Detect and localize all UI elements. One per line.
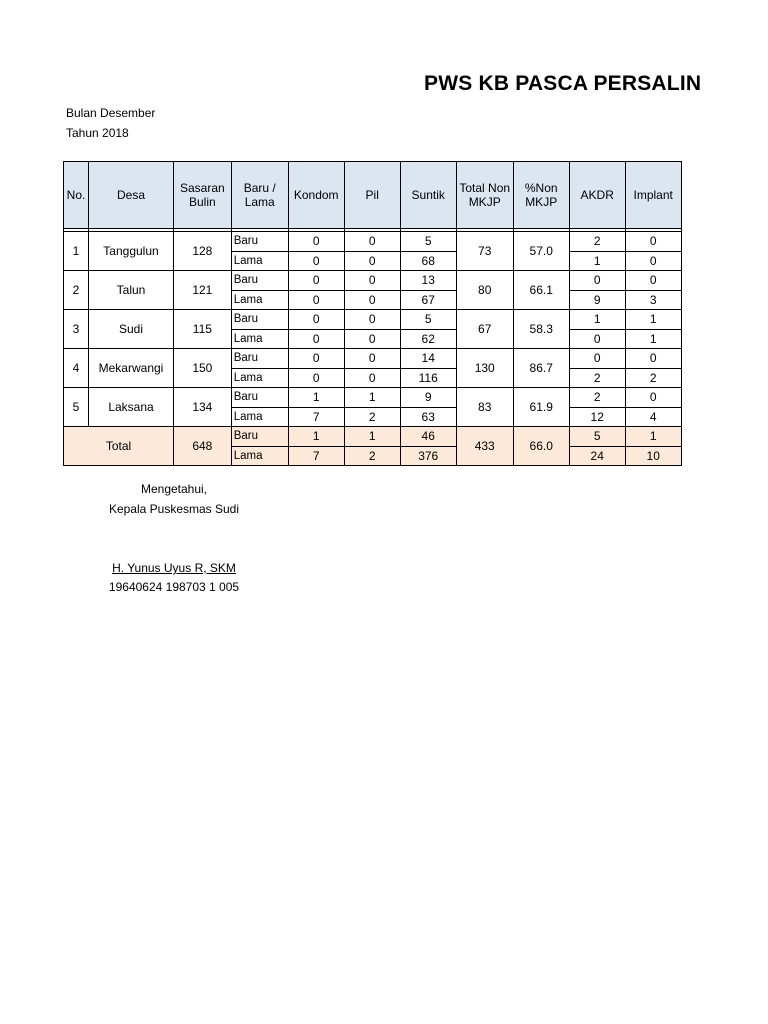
cell-baru-label: Baru <box>231 349 288 369</box>
cell-pil: 2 <box>344 407 400 427</box>
cell-akdr: 0 <box>569 329 625 349</box>
month-label: Bulan Desember <box>66 106 156 120</box>
cell-no: 3 <box>64 310 89 349</box>
page-title: PWS KB PASCA PERSALIN <box>424 72 702 95</box>
cell-pct-non-mkjp: 57.0 <box>513 232 569 271</box>
total-non-mkjp: 433 <box>456 427 513 466</box>
cell-baru-label: Baru <box>231 388 288 408</box>
cell-suntik: 67 <box>400 290 456 310</box>
cell-pil: 0 <box>344 349 400 369</box>
table-row <box>64 271 682 291</box>
cell-pil: 0 <box>344 232 400 252</box>
cell-kondom: 0 <box>288 290 344 310</box>
total-sasaran: 648 <box>174 427 232 466</box>
cell-implant: 0 <box>625 251 681 271</box>
col-header-pil: Pil <box>344 162 400 229</box>
cell-suntik: 116 <box>400 368 456 388</box>
cell-lama-label: Lama <box>231 329 288 349</box>
total-lama-label: Lama <box>231 446 288 466</box>
cell-sasaran: 115 <box>174 310 232 349</box>
pws-table <box>63 161 682 466</box>
cell-desa: Sudi <box>89 310 174 349</box>
cell-suntik: 5 <box>400 310 456 330</box>
signature-nip: 19640624 198703 1 005 <box>108 580 240 594</box>
total-pil: 1 <box>344 427 400 447</box>
year-label: Tahun 2018 <box>66 126 129 140</box>
cell-no: 2 <box>64 271 89 310</box>
col-header-sasaran: Sasaran Bulin <box>174 162 232 229</box>
table-row <box>64 310 682 330</box>
cell-akdr: 1 <box>569 310 625 330</box>
cell-kondom: 0 <box>288 368 344 388</box>
col-header-baru-lama: Baru / Lama <box>231 162 288 229</box>
cell-implant: 2 <box>625 368 681 388</box>
col-header-akdr: AKDR <box>569 162 625 229</box>
cell-total-non-mkjp: 67 <box>456 310 513 349</box>
cell-kondom: 0 <box>288 310 344 330</box>
cell-total-non-mkjp: 73 <box>456 232 513 271</box>
total-implant: 10 <box>625 446 681 466</box>
cell-pil: 0 <box>344 368 400 388</box>
col-header-pct-non-mkjp: %Non MKJP <box>513 162 569 229</box>
cell-akdr: 1 <box>569 251 625 271</box>
cell-kondom: 0 <box>288 251 344 271</box>
cell-baru-label: Baru <box>231 232 288 252</box>
cell-lama-label: Lama <box>231 251 288 271</box>
cell-kondom: 0 <box>288 349 344 369</box>
cell-implant: 0 <box>625 388 681 408</box>
cell-total-non-mkjp: 83 <box>456 388 513 427</box>
cell-pct-non-mkjp: 61.9 <box>513 388 569 427</box>
cell-akdr: 2 <box>569 368 625 388</box>
total-label: Total <box>64 427 174 466</box>
total-akdr: 24 <box>569 446 625 466</box>
cell-implant: 1 <box>625 329 681 349</box>
cell-desa: Mekarwangi <box>89 349 174 388</box>
cell-implant: 0 <box>625 271 681 291</box>
cell-kondom: 0 <box>288 232 344 252</box>
cell-baru-label: Baru <box>231 271 288 291</box>
cell-kondom: 0 <box>288 271 344 291</box>
table-row <box>64 232 682 252</box>
cell-implant: 0 <box>625 232 681 252</box>
col-header-total-non-mkjp: Total Non MKJP <box>456 162 513 229</box>
cell-pil: 1 <box>344 388 400 408</box>
cell-pct-non-mkjp: 66.1 <box>513 271 569 310</box>
total-suntik: 46 <box>400 427 456 447</box>
cell-implant: 3 <box>625 290 681 310</box>
cell-suntik: 14 <box>400 349 456 369</box>
cell-lama-label: Lama <box>231 290 288 310</box>
cell-kondom: 0 <box>288 329 344 349</box>
cell-suntik: 9 <box>400 388 456 408</box>
cell-desa: Tanggulun <box>89 232 174 271</box>
total-akdr: 5 <box>569 427 625 447</box>
signature-acknowledged: Mengetahui, <box>140 482 208 496</box>
cell-akdr: 2 <box>569 232 625 252</box>
table-row <box>64 388 682 408</box>
col-header-suntik: Suntik <box>400 162 456 229</box>
cell-desa: Talun <box>89 271 174 310</box>
cell-sasaran: 128 <box>174 232 232 271</box>
cell-lama-label: Lama <box>231 407 288 427</box>
col-header-kondom: Kondom <box>288 162 344 229</box>
cell-no: 4 <box>64 349 89 388</box>
cell-desa: Laksana <box>89 388 174 427</box>
col-header-no: No. <box>64 162 89 229</box>
cell-no: 1 <box>64 232 89 271</box>
cell-total-non-mkjp: 80 <box>456 271 513 310</box>
total-kondom: 7 <box>288 446 344 466</box>
cell-implant: 4 <box>625 407 681 427</box>
total-implant: 1 <box>625 427 681 447</box>
col-header-implant: Implant <box>625 162 681 229</box>
cell-akdr: 9 <box>569 290 625 310</box>
signature-position: Kepala Puskesmas Sudi <box>108 502 240 516</box>
total-pct-non-mkjp: 66.0 <box>513 427 569 466</box>
cell-sasaran: 150 <box>174 349 232 388</box>
cell-total-non-mkjp: 130 <box>456 349 513 388</box>
cell-pct-non-mkjp: 58.3 <box>513 310 569 349</box>
cell-pil: 0 <box>344 329 400 349</box>
cell-kondom: 7 <box>288 407 344 427</box>
cell-kondom: 1 <box>288 388 344 408</box>
total-suntik: 376 <box>400 446 456 466</box>
cell-suntik: 62 <box>400 329 456 349</box>
total-baru-label: Baru <box>231 427 288 447</box>
cell-suntik: 63 <box>400 407 456 427</box>
cell-no: 5 <box>64 388 89 427</box>
cell-suntik: 68 <box>400 251 456 271</box>
cell-akdr: 0 <box>569 349 625 369</box>
cell-akdr: 0 <box>569 271 625 291</box>
cell-suntik: 13 <box>400 271 456 291</box>
cell-sasaran: 121 <box>174 271 232 310</box>
cell-pil: 0 <box>344 251 400 271</box>
total-row <box>64 427 682 447</box>
cell-sasaran: 134 <box>174 388 232 427</box>
table-header-row <box>64 162 682 229</box>
cell-pct-non-mkjp: 86.7 <box>513 349 569 388</box>
cell-suntik: 5 <box>400 232 456 252</box>
cell-pil: 0 <box>344 290 400 310</box>
signature-name: H. Yunus Uyus R, SKM <box>112 561 236 575</box>
cell-baru-label: Baru <box>231 310 288 330</box>
cell-akdr: 2 <box>569 388 625 408</box>
cell-pil: 0 <box>344 310 400 330</box>
cell-pil: 0 <box>344 271 400 291</box>
cell-implant: 1 <box>625 310 681 330</box>
table-row <box>64 349 682 369</box>
total-kondom: 1 <box>288 427 344 447</box>
cell-akdr: 12 <box>569 407 625 427</box>
total-pil: 2 <box>344 446 400 466</box>
col-header-desa: Desa <box>89 162 174 229</box>
cell-implant: 0 <box>625 349 681 369</box>
cell-lama-label: Lama <box>231 368 288 388</box>
